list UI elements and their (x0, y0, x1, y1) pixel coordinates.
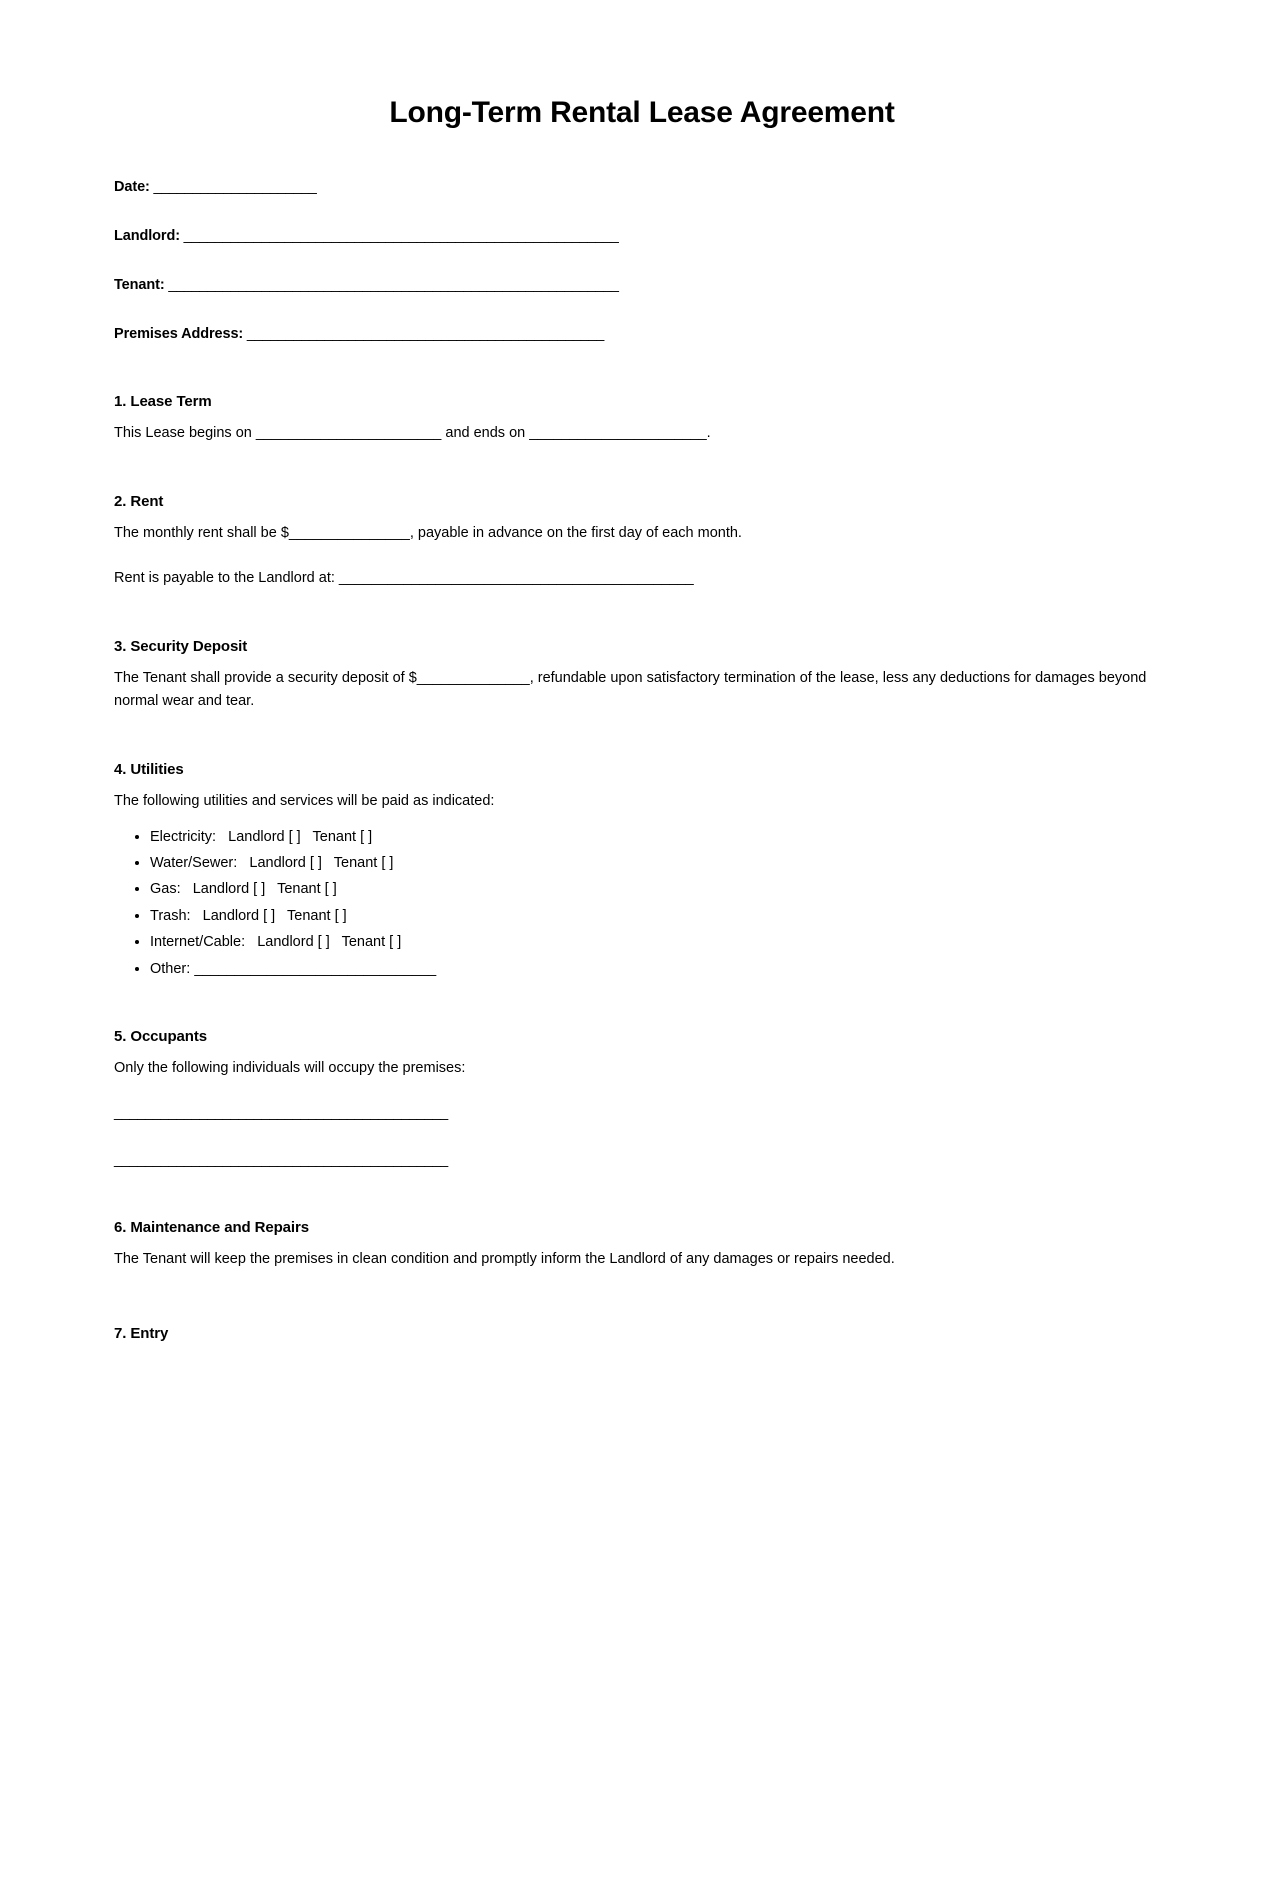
date-field-rule[interactable]: _____________________ (149, 179, 317, 195)
list-item[interactable]: • Trash: Landlord [ ] Tenant [ ] (150, 906, 1170, 927)
list-item[interactable]: • Other: ______________________________ (150, 959, 1170, 980)
section-heading-entry: 7. Entry (114, 1324, 169, 1342)
header-fields (114, 177, 1170, 345)
tenant-field-label: Tenant: (114, 277, 165, 294)
section-heading-rent: 2. Rent (114, 492, 164, 510)
section-occupants (114, 1026, 1170, 1171)
security-deposit-body[interactable]: The Tenant shall provide a security deposit of $______________, refundable upon satisfactory termination of the lease, less any deductions for damages beyond normal wear and tear. (114, 669, 1147, 709)
landlord-field-rule[interactable]: ________________________________________________________ (179, 228, 619, 245)
premises-address-field-row (114, 324, 1170, 345)
tenant-field-rule[interactable]: __________________________________________________________ (164, 277, 619, 294)
tenant-field-row (114, 275, 1170, 296)
landlord-field-label: Landlord: (114, 228, 180, 245)
rent-payable-body[interactable]: Rent is payable to the Landlord at: ____________________________________________ (114, 569, 694, 586)
landlord-field-row (114, 226, 1170, 247)
section-rent (114, 491, 1170, 590)
occupant-blank-line-2[interactable]: ___________________________________________ (114, 1151, 448, 1168)
section-heading-utilities: 4. Utilities (114, 760, 184, 778)
maintenance-body: The Tenant will keep the premises in clean condition and promptly inform the Landlord of any damages or repairs needed. (114, 1251, 895, 1268)
section-heading-maintenance-and-repairs: 6. Maintenance and Repairs (114, 1219, 309, 1237)
lease-term-body[interactable]: This Lease begins on _______________________ and ends on ______________________. (114, 425, 711, 442)
section-heading-lease-term: 1. Lease Term (114, 393, 212, 411)
section-heading-occupants: 5. Occupants (114, 1028, 207, 1046)
section-utilities (114, 759, 1170, 981)
date-field-row (114, 177, 1170, 198)
premises-address-field-rule[interactable]: ______________________________________________ (243, 326, 605, 343)
occupants-blank-lines (114, 1102, 1170, 1171)
list-item[interactable]: • Gas: Landlord [ ] Tenant [ ] (150, 879, 1170, 900)
section-entry (114, 1323, 1170, 1344)
date-field-label: Date: (114, 179, 150, 195)
section-heading-security-deposit: 3. Security Deposit (114, 637, 248, 655)
utilities-list (114, 827, 1170, 981)
section-security-deposit (114, 636, 1170, 713)
list-item[interactable]: • Electricity: Landlord [ ] Tenant [ ] (150, 827, 1170, 848)
utilities-intro: The following utilities and services will be paid as indicated: (114, 792, 495, 809)
list-item[interactable]: • Water/Sewer: Landlord [ ] Tenant [ ] (150, 853, 1170, 874)
premises-address-field-label: Premises Address: (114, 326, 244, 343)
document-content (114, 0, 1170, 1354)
page-title: Long-Term Rental Lease Agreement (389, 96, 895, 129)
occupants-intro: Only the following individuals will occupy the premises: (114, 1060, 466, 1077)
occupant-blank-line-1[interactable]: ___________________________________________ (114, 1105, 448, 1122)
section-maintenance-and-repairs (114, 1217, 1170, 1271)
rent-amount-body[interactable]: The monthly rent shall be $_______________, payable in advance on the first day of each month. (114, 524, 742, 541)
section-lease-term (114, 391, 1170, 445)
list-item[interactable]: • Internet/Cable: Landlord [ ] Tenant [ ] (150, 932, 1170, 953)
